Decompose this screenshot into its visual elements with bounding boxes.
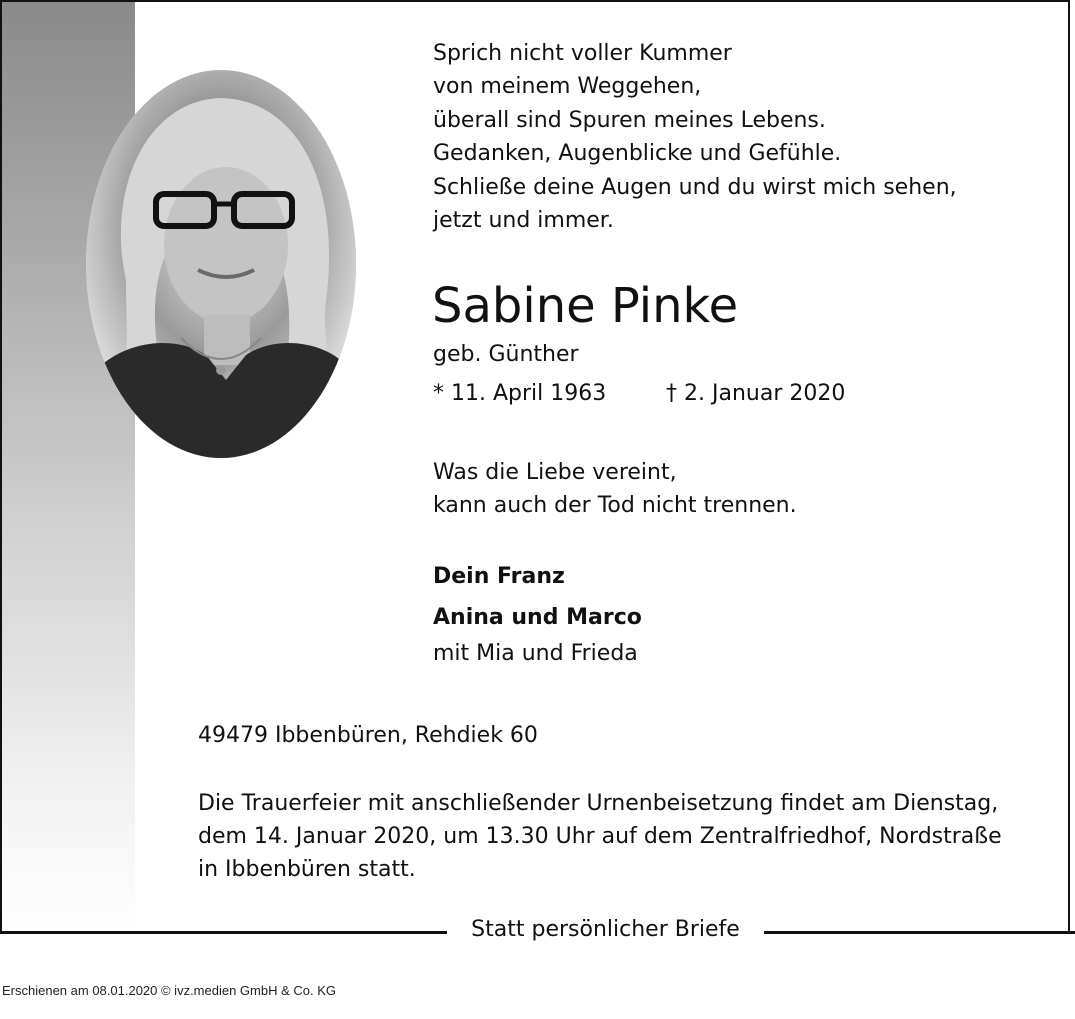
- bottom-rule-left: [0, 931, 447, 934]
- mourner-line-1: Dein Franz: [433, 564, 565, 589]
- deceased-name: Sabine Pinke: [432, 278, 739, 334]
- ceremony-line: dem 14. Januar 2020, um 13.30 Uhr auf dem Zentralfriedhof, Nordstraße: [198, 824, 1002, 849]
- poem-line: von meinem Weggehen,: [433, 74, 702, 100]
- mourner-line-3: mit Mia und Frieda: [433, 641, 638, 666]
- poem-line: überall sind Spuren meines Lebens.: [433, 107, 826, 133]
- publication-credit: Erschienen am 08.01.2020 © ivz.medien GmbH & Co. KG: [2, 983, 337, 998]
- ceremony-line: in Ibbenbüren statt.: [198, 857, 416, 882]
- poem-line: Gedanken, Augenblicke und Gefühle.: [433, 141, 842, 167]
- quote: [433, 456, 797, 523]
- address: 49479 Ibbenbüren, Rehdiek 60: [198, 723, 538, 748]
- poem: [433, 37, 957, 237]
- death-date: † 2. Januar 2020: [666, 381, 846, 406]
- footer-note: Statt persönlicher Briefe: [471, 917, 740, 942]
- poem-line: Schließe deine Augen und du wirst mich sehen,: [433, 174, 957, 200]
- birth-date: * 11. April 1963: [433, 381, 607, 406]
- ceremony-info: [198, 787, 1002, 886]
- ceremony-line: Die Trauerfeier mit anschließender Urnenbeisetzung findet am Dienstag,: [198, 791, 999, 816]
- quote-line: Was die Liebe vereint,: [433, 460, 677, 485]
- poem-line: jetzt und immer.: [433, 208, 614, 234]
- quote-line: kann auch der Tod nicht trennen.: [433, 493, 797, 519]
- mourner-line-2: Anina und Marco: [433, 605, 642, 630]
- birth-name: geb. Günther: [433, 342, 579, 367]
- bottom-rule-right: [764, 931, 1075, 934]
- poem-line: Sprich nicht voller Kummer: [433, 41, 732, 66]
- portrait-photo: [86, 70, 356, 458]
